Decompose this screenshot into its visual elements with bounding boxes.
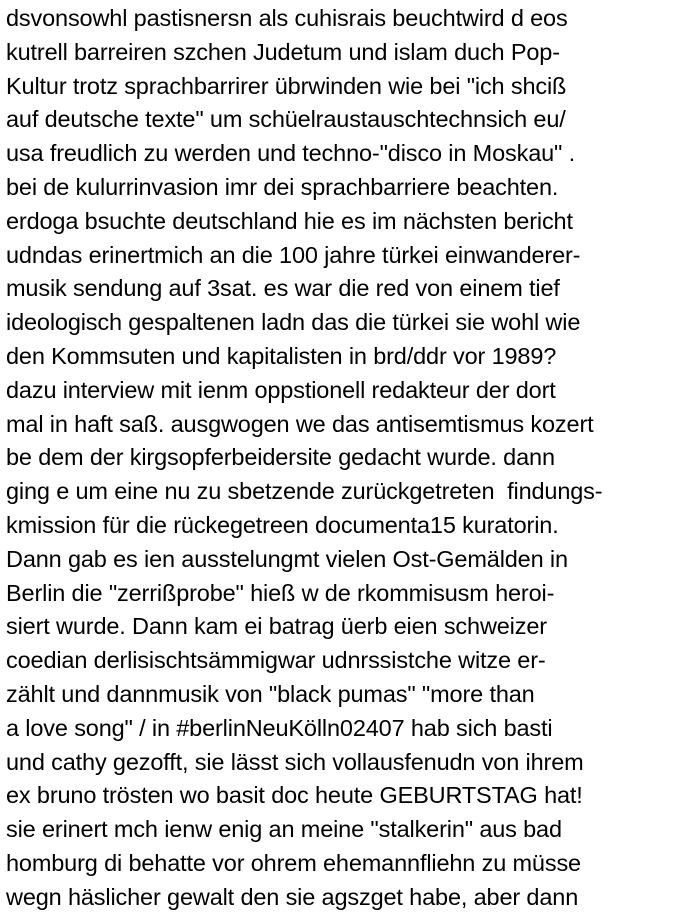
text-line-11: den Kommsuten und kapitalisten in brd/ddr vor 1989? bbox=[6, 342, 557, 369]
text-line-24: ex bruno trösten wo basit doc heute GEBURTSTAG hat! bbox=[6, 782, 583, 809]
text-line-1: dsvonsowhl pastisnersn als cuhisrais beuchtwird d eos bbox=[6, 5, 568, 31]
text-line-12: dazu interview mit ienm oppstionell redakteur der dort bbox=[6, 376, 556, 403]
text-line-10: ideologisch gespaltenen ladn das die türkei sie wohl wie bbox=[6, 309, 581, 336]
handwritten-notes-text bbox=[6, 2, 682, 915]
text-line-18: Berlin die "zerrißprobe" hieß w de rkommisusm heroi- bbox=[6, 579, 555, 606]
text-line-9: musik sendung auf 3sat. es war die red von einem tief bbox=[6, 275, 560, 302]
text-line-8: udndas erinertmich an die 100 jahre türkei einwanderer- bbox=[6, 241, 581, 268]
text-line-3: Kultur trotz sprachbarrirer übrwinden wie bei "ich shciß bbox=[6, 72, 567, 99]
text-line-4: auf deutsche texte" um schüelraustauschtechnsich eu/ bbox=[6, 106, 566, 133]
text-line-5: usa freudlich zu werden und techno-"disco in Moskau" . bbox=[6, 140, 575, 167]
text-line-2: kutrell barreiren szchen Judetum und islam duch Pop- bbox=[6, 38, 560, 65]
text-line-25: sie erinert mch ienw enig an meine "stalkerin" aus bad bbox=[6, 816, 562, 843]
text-line-26: homburg di behatte vor ohrem ehemannfliehn zu müsse bbox=[6, 849, 581, 876]
text-line-23: und cathy gezofft, sie lässt sich vollausfenudn von ihrem bbox=[6, 748, 584, 775]
text-line-15: ging e um eine nu zu sbetzende zurückgetreten findungs- bbox=[6, 478, 603, 505]
text-line-16: kmission für die rückegetreen documenta15 kuratorin. bbox=[6, 511, 559, 538]
text-line-27: wegn häslicher gewalt den sie agszget habe, aber dann bbox=[6, 883, 579, 910]
text-line-22: a love song" / in #berlinNeuKölln02407 hab sich basti bbox=[6, 714, 553, 741]
text-line-14: be dem der kirgsopferbeidersite gedacht wurde. dann bbox=[6, 444, 555, 471]
text-line-13: mal in haft saß. ausgwogen we das antisemtismus kozert bbox=[6, 410, 594, 437]
text-line-6: bei de kulurrinvasion imr dei sprachbarriere beachten. bbox=[6, 173, 559, 200]
text-line-17: Dann gab es ien ausstelungmt vielen Ost-Gemälden in bbox=[6, 545, 568, 572]
text-line-20: coedian derlisischtsämmigwar udnrssistche witze er- bbox=[6, 647, 546, 674]
text-line-7: erdoga bsuchte deutschland hie es im nächsten bericht bbox=[6, 207, 573, 234]
text-line-19: siert wurde. Dann kam ei batrag üerb eien schweizer bbox=[6, 613, 547, 640]
text-line-21: zählt und dannmusik von "black pumas" "more than bbox=[6, 680, 535, 707]
